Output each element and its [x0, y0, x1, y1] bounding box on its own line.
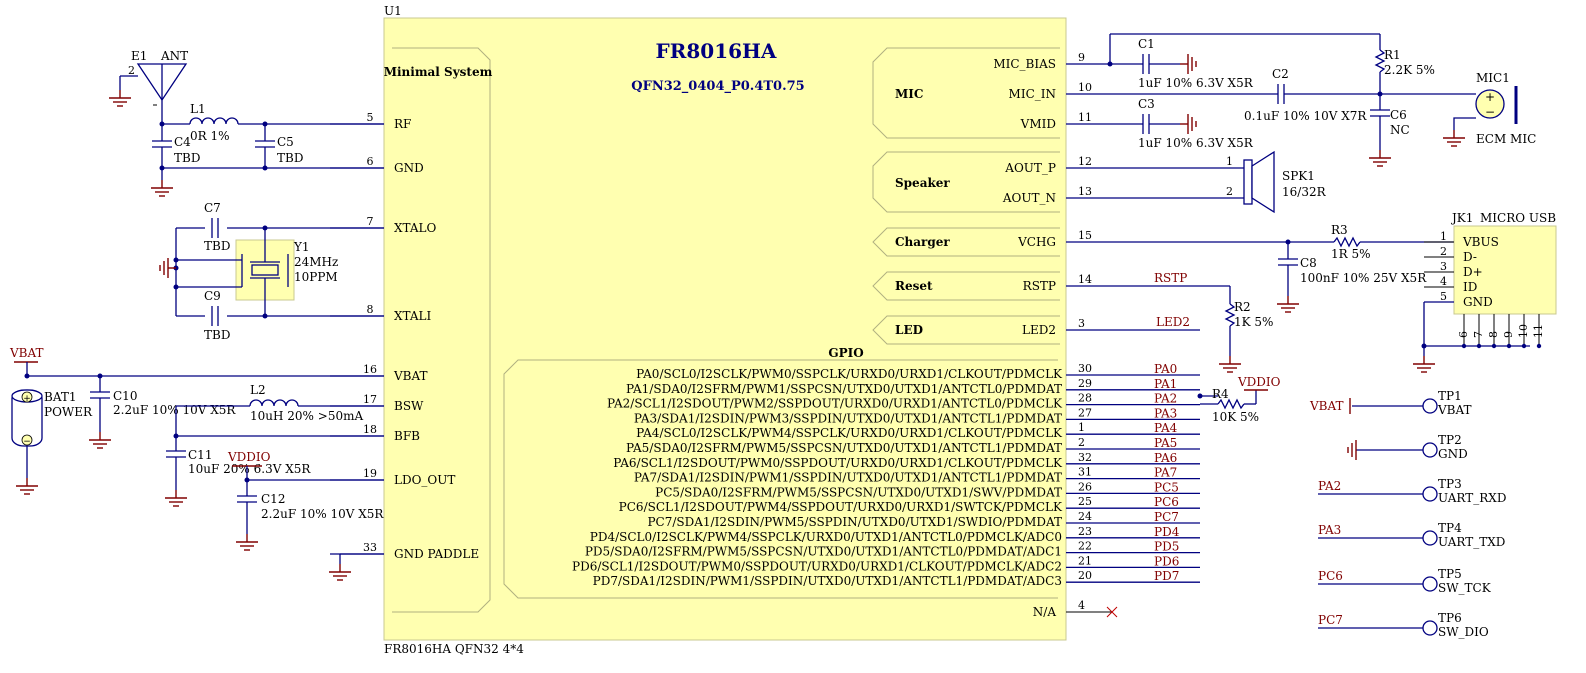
r1-value: 2.2K 5% [1384, 63, 1435, 77]
pin-number: 17 [363, 393, 377, 406]
gpio-net-label: PD4 [1154, 524, 1180, 539]
pin-number: 31 [1078, 465, 1092, 479]
bat1-name: POWER [44, 405, 93, 419]
jk1-name: MICRO USB [1480, 211, 1557, 225]
testpoint-net: PC7 [1318, 613, 1343, 627]
usb-bottom-pin-number: 8 [1487, 331, 1500, 338]
mic1-ref: MIC1 [1476, 71, 1510, 85]
c11-ref: C11 [188, 448, 213, 462]
pin-name: LDO_OUT [394, 473, 456, 487]
gpio-net-label: PA7 [1154, 465, 1178, 480]
gpio-pin-function: PD5/SDA0/I2SFRM/PWM5/SSPCSN/UTXD0/UTXD1/ANTCTL0/PDMDAT/ADC1 [584, 544, 1062, 559]
bat1-net: VBAT [10, 346, 44, 360]
pin-number: 19 [363, 467, 377, 480]
pin-number: 24 [1078, 510, 1092, 523]
pin-number: 5 [366, 111, 374, 124]
pin-number: 11 [1078, 111, 1092, 124]
c3-ref: C3 [1138, 97, 1155, 111]
gpio-net-label: PD5 [1154, 539, 1180, 554]
pin-number: 13 [1078, 185, 1092, 198]
gpio-pin-function: PD4/SCL0/I2SCLK/PWM4/SSPCLK/URXD0/UTXD1/ANTCTL0/PDMCLK/ADC0 [589, 529, 1062, 544]
pin-name: VBAT [394, 369, 428, 383]
pin-name: VMID [1020, 117, 1056, 131]
testpoint-ref: TP1 [1438, 389, 1462, 403]
testpoint-ref: TP5 [1438, 567, 1462, 581]
pin-name: AOUT_P [1005, 161, 1056, 175]
gpio-pin-function: PA3/SDA1/I2SDIN/PWM3/SSPDIN/UTXD0/UTXD1/ANTCTL1/PDMDAT [633, 411, 1062, 426]
pin-name: XTALI [394, 309, 432, 323]
spk1-pin1: 1 [1226, 155, 1233, 168]
testpoint-pad [1423, 399, 1437, 413]
usb-pin-name: D+ [1463, 265, 1483, 279]
spk1-value: 16/32R [1282, 185, 1326, 199]
antenna-e1[interactable] [109, 49, 188, 124]
e1-pin: 2 [128, 64, 135, 77]
usb-pin-number: 3 [1440, 260, 1447, 273]
resistor-r4[interactable] [1200, 375, 1281, 424]
usb-pin-name: VBUS [1463, 235, 1499, 249]
gpio-pin-function: PC5/SDA0/I2SFRM/PWM5/SSPCSN/UTXD0/UTXD1/SWV/PDMDAT [655, 485, 1062, 500]
usb-bottom-pin-number: 9 [1502, 331, 1515, 338]
testpoint-name: UART_TXD [1438, 535, 1506, 549]
r2-ref: R2 [1234, 300, 1251, 314]
testpoint-pad [1423, 621, 1437, 635]
testpoint-net: VBAT [1310, 399, 1344, 413]
gpio-net-label: PA0 [1154, 362, 1178, 376]
pin-number: 25 [1078, 495, 1092, 509]
r4-value: 10K 5% [1212, 410, 1260, 424]
gpio-net-label: PA5 [1154, 436, 1178, 450]
testpoint-name: SW_TCK [1438, 581, 1491, 595]
ground-icon [109, 90, 131, 106]
c9-value: TBD [204, 328, 231, 342]
testpoint-name: VBAT [1438, 403, 1472, 417]
ground-icon [160, 258, 176, 278]
pin-number: 32 [1078, 450, 1092, 464]
capacitor-c3[interactable] [1138, 97, 1254, 150]
pin-name: AOUT_N [1002, 191, 1056, 205]
testpoint-pad [1423, 577, 1437, 591]
pin-name: MIC_IN [1008, 87, 1056, 101]
capacitor-c1[interactable] [1110, 37, 1254, 90]
pin-name: BSW [394, 399, 424, 413]
c2-value: 0.1uF 10% 10V X7R [1244, 109, 1367, 123]
r4-net: VDDIO [1238, 375, 1281, 389]
capacitor-c12[interactable] [236, 480, 384, 550]
testpoint-pad [1423, 487, 1437, 501]
pin-number: 23 [1078, 524, 1092, 538]
testpoint-ref: TP2 [1438, 433, 1462, 447]
pin-name: MIC_BIAS [993, 57, 1056, 71]
testpoint-tp1[interactable] [1309, 389, 1472, 417]
pin-number: 16 [363, 363, 377, 376]
r2-value: 1K 5% [1234, 315, 1274, 329]
gpio-pin-function: PD6/SCL1/I2SDOUT/PWM0/SSPDOUT/URXD0/URXD1/CLKOUT/PDMCLK/ADC2 [572, 559, 1062, 574]
rstp-net: RSTP [1154, 271, 1188, 285]
gpio-pins [572, 362, 1200, 588]
battery-bat1[interactable] [12, 390, 93, 494]
svg-text:−: − [23, 437, 31, 447]
pin-number: 22 [1078, 539, 1092, 553]
pin-number: 27 [1078, 406, 1092, 420]
capacitor-c7[interactable] [204, 201, 230, 253]
usb-bottom-pin-number: 6 [1457, 331, 1470, 338]
spk1-ref: SPK1 [1282, 169, 1315, 183]
e1-name: ANT [161, 49, 189, 63]
pin-name: RSTP [1022, 279, 1056, 293]
c7-ref: C7 [204, 201, 221, 215]
c9-ref: C9 [204, 289, 221, 303]
crystal-y1[interactable] [236, 228, 338, 316]
testpoint-name: GND [1438, 447, 1468, 461]
bat1-ref: BAT1 [44, 390, 77, 404]
group-label-speaker: Speaker [895, 176, 950, 190]
gpio-net-label: PA1 [1154, 376, 1178, 391]
pin-number: 26 [1078, 480, 1092, 494]
gpio-label: GPIO [828, 346, 864, 360]
gpio-pin-function: PD7/SDA1/I2SDIN/PWM1/SSPDIN/UTXD0/UTXD1/ANTCTL1/PDMDAT/ADC3 [592, 574, 1062, 589]
usb-bottom-pin-number: 7 [1472, 331, 1485, 338]
testpoint-ref: TP4 [1438, 521, 1462, 535]
y1-tol: 10PPM [294, 270, 338, 284]
testpoint-net: PC6 [1318, 569, 1343, 583]
pin-number: 1 [1078, 421, 1085, 435]
pin-name: BFB [394, 429, 420, 443]
pin-name: LED2 [1022, 323, 1056, 337]
usb-pin-number: 1 [1440, 230, 1447, 243]
testpoint-tp4[interactable] [1318, 521, 1505, 549]
r1-ref: R1 [1384, 48, 1401, 62]
pin-name: GND PADDLE [394, 547, 480, 561]
r4-ref: R4 [1212, 387, 1229, 401]
minimal-system-label: Minimal System [383, 65, 493, 79]
pin-number: 29 [1078, 376, 1092, 390]
pin-number: 28 [1078, 391, 1092, 405]
gpio-net-label: PD6 [1154, 554, 1180, 569]
usb-pin-number: 5 [1440, 290, 1447, 303]
c5-value: TBD [277, 151, 304, 165]
testpoint-pad [1423, 443, 1437, 457]
r3-ref: R3 [1331, 223, 1348, 237]
gpio-pin-function: PC7/SDA1/I2SDIN/PWM5/SSPDIN/UTXD0/UTXD1/SWDIO/PDMDAT [647, 515, 1062, 529]
usb-bottom-pins [1457, 314, 1545, 348]
usb-pin-name: ID [1463, 280, 1478, 294]
c11-value: 10uF 20% 6.3V X5R [188, 462, 311, 476]
c12-ref: C12 [261, 492, 286, 506]
testpoint-tp5[interactable] [1318, 567, 1492, 595]
c10-value: 2.2uF 10% 10V X5R [113, 403, 236, 417]
c1-ref: C1 [1138, 37, 1155, 51]
gpio-net-label: PD7 [1154, 569, 1180, 584]
pin-name-na: N/A [1032, 605, 1056, 619]
group-label-mic: MIC [895, 87, 924, 101]
jk1-ref: JK1 [1452, 211, 1474, 225]
inductor-l1[interactable] [190, 118, 238, 124]
c7-value: TBD [204, 239, 231, 253]
pin-number: 6 [366, 155, 374, 168]
testpoint-net: PA3 [1318, 523, 1342, 537]
microphone-mic1[interactable] [1443, 71, 1536, 146]
c6-ref: C6 [1390, 108, 1407, 122]
pin-name: GND [394, 161, 424, 175]
usb-connector-jk1[interactable] [1413, 211, 1556, 372]
usb-pin-name: D- [1463, 250, 1477, 264]
chip-ref: U1 [384, 4, 402, 18]
group-label-led: LED [895, 323, 923, 337]
gpio-pin-function: PA7/SDA1/I2SDIN/PWM1/SSPDIN/UTXD0/UTXD1/ANTCTL1/PDMDAT [633, 470, 1062, 485]
capacitor-c10[interactable] [89, 376, 236, 448]
pin-number: 30 [1078, 362, 1092, 375]
pin-number: 10 [1078, 81, 1092, 94]
chip-title: FR8016HA [655, 39, 777, 63]
c8-value: 100nF 10% 25V X5R [1300, 271, 1427, 285]
testpoint-ref: TP6 [1438, 611, 1462, 625]
c4-value: TBD [174, 151, 201, 165]
chip-package: QFN32_0404_P0.4T0.75 [631, 79, 805, 94]
pin-number: 15 [1078, 229, 1092, 242]
junction-dot [1537, 344, 1541, 348]
c4-ref: C4 [174, 135, 191, 149]
c3-value: 1uF 10% 6.3V X5R [1138, 136, 1253, 150]
pin-number: 7 [366, 215, 374, 228]
gpio-net-label: PA2 [1154, 391, 1178, 406]
r3-value: 1R 5% [1331, 247, 1371, 261]
testpoint-pad [1423, 531, 1437, 545]
ground-icon [1348, 440, 1356, 460]
speaker-spk1[interactable] [1226, 152, 1327, 212]
group-label-reset: Reset [895, 279, 933, 293]
gpio-net-label: PA6 [1154, 450, 1178, 465]
gpio-net-label: PC6 [1154, 495, 1179, 510]
capacitor-c5[interactable] [255, 124, 303, 168]
c2-ref: C2 [1272, 67, 1289, 81]
gpio-pin-function: PA2/SCL1/I2SDOUT/PWM2/SSPDOUT/URXD0/URXD1/ANTCTL0/PDMCLK [607, 396, 1062, 411]
gpio-pin-function: PA4/SCL0/I2SCLK/PWM4/SSPCLK/URXD0/URXD1/CLKOUT/PDMCLK [636, 426, 1062, 441]
y1-ref: Y1 [294, 240, 310, 254]
gpio-net-label: PC5 [1154, 480, 1179, 495]
test-points [1309, 389, 1506, 639]
testpoint-tp6[interactable] [1318, 611, 1489, 639]
testpoint-tp3[interactable] [1318, 477, 1506, 505]
usb-bottom-pin-number: 10 [1517, 324, 1530, 338]
led2-net: LED2 [1156, 315, 1190, 329]
pin-name: XTALO [394, 221, 437, 235]
usb-pin-name: GND [1463, 295, 1493, 309]
testpoint-net: PA2 [1318, 479, 1342, 493]
capacitor-c6[interactable] [1369, 94, 1410, 166]
y1-freq: 24MHz [294, 255, 339, 269]
c12-value: 2.2uF 10% 10V X5R [261, 507, 384, 521]
pin-number: 2 [1078, 436, 1085, 449]
testpoint-ref: TP3 [1438, 477, 1462, 491]
c6-value: NC [1390, 123, 1410, 137]
l2-value: 10uH 20% >50mA [250, 409, 364, 423]
pin-number: 9 [1078, 51, 1085, 64]
pin-number: 21 [1078, 554, 1092, 568]
pin-name: RF [394, 117, 412, 131]
c8-ref: C8 [1300, 256, 1317, 270]
usb-bottom-pin-number: 11 [1532, 324, 1545, 338]
e1-ref: E1 [131, 49, 148, 63]
pin-number: 3 [1078, 317, 1085, 330]
pin-number: 12 [1078, 155, 1092, 168]
capacitor-c9[interactable] [204, 289, 230, 342]
c10-ref: C10 [113, 389, 138, 403]
mic1-minus: − [1484, 105, 1496, 119]
pin-number: 20 [1078, 569, 1092, 583]
gpio-pin-function: PA6/SCL1/I2SDOUT/PWM0/SSPDOUT/URXD0/URXD1/CLKOUT/PDMCLK [613, 455, 1062, 470]
testpoint-name: SW_DIO [1438, 625, 1489, 639]
c12-net: VDDIO [228, 450, 271, 464]
mic1-name: ECM MIC [1476, 132, 1537, 146]
gpio-pin-function: PA1/SDA0/I2SFRM/PWM1/SSPCSN/UTXD0/UTXD1/ANTCTL0/PDMDAT [626, 381, 1062, 396]
pin-num-na: 4 [1078, 599, 1085, 612]
resistor-r2[interactable] [1219, 286, 1273, 372]
mic1-plus: + [1484, 90, 1496, 104]
l2-ref: L2 [250, 383, 266, 397]
gpio-net-label: PC7 [1154, 510, 1179, 524]
pin-number: 33 [363, 541, 377, 554]
group-label-charger: Charger [895, 235, 950, 249]
testpoint-tp2[interactable] [1348, 433, 1468, 461]
svg-text:+: + [23, 394, 31, 404]
gpio-net-label: PA4 [1154, 421, 1178, 436]
gpio-net-label: PA3 [1154, 406, 1178, 421]
gpio-pin-function: PA5/SDA0/I2SFRM/PWM5/SSPCSN/UTXD0/UTXD1/ANTCTL1/PDMDAT [626, 441, 1062, 455]
c5-ref: C5 [277, 135, 294, 149]
c1-value: 1uF 10% 6.3V X5R [1138, 76, 1253, 90]
capacitor-c2[interactable] [1244, 67, 1367, 123]
l1-value: 0R 1% [190, 129, 230, 143]
gpio-pin-function: PA0/SCL0/I2SCLK/PWM0/SSPCLK/URXD0/URXD1/CLKOUT/PDMCLK [636, 367, 1062, 381]
spk1-pin2: 2 [1226, 185, 1233, 198]
pin-number: 18 [363, 423, 377, 436]
resistor-r1[interactable] [1376, 34, 1435, 94]
pin-number: 14 [1078, 273, 1092, 286]
pin-number: 8 [366, 303, 374, 316]
inductor-l2[interactable] [250, 400, 298, 406]
testpoint-name: UART_RXD [1438, 491, 1507, 505]
usb-pin-number: 4 [1440, 275, 1447, 288]
usb-pin-number: 2 [1440, 245, 1447, 258]
chip-footer: FR8016HA QFN32 4*4 [384, 642, 524, 656]
l1-ref: L1 [190, 102, 206, 116]
pin-name: VCHG [1018, 235, 1056, 249]
gpio-pin-function: PC6/SCL1/I2SDOUT/PWM4/SSPDOUT/URXD0/URXD1/SWTCK/PDMCLK [618, 500, 1062, 515]
